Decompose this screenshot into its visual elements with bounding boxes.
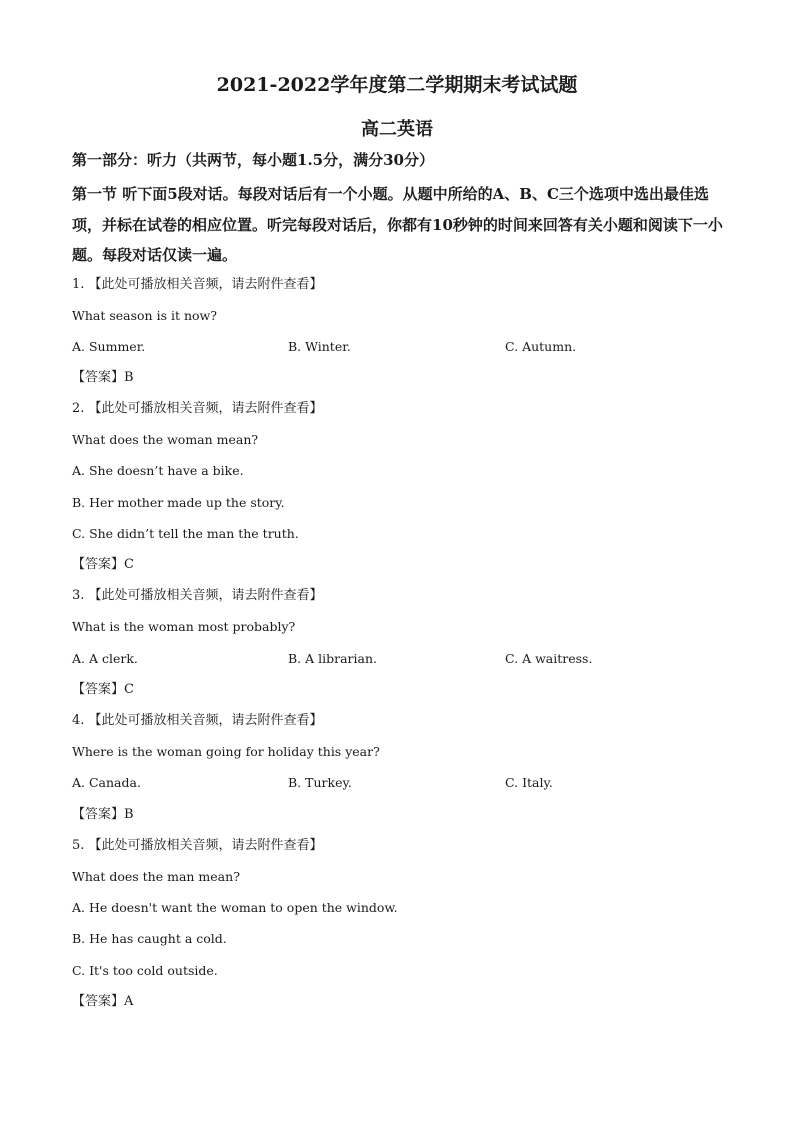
answer-value: C [124,557,134,572]
question-header [72,400,323,418]
option-a: A. Summer. [72,339,146,354]
answer-value: A [124,994,134,1009]
answer-line [72,369,134,387]
question-header [72,276,323,294]
answer-label: 【答案】 [72,682,125,697]
question-text: What does the woman mean? [72,432,259,447]
answer-line [72,806,134,824]
option-a: A. She doesn’t have a bike. [72,463,244,478]
question-header [72,837,323,855]
question-header [72,587,323,605]
answer-line [72,556,134,574]
option-c: C. A waitress. [505,651,593,666]
audio-note: 【此处可播放相关音频，请去附件查看】 [88,277,323,292]
audio-note: 【此处可播放相关音频，请去附件查看】 [88,588,323,603]
answer-value: C [124,682,134,697]
question-number: 1. [72,277,85,292]
option-b: B. Turkey. [288,775,352,790]
answer-value: B [124,807,134,822]
answer-label: 【答案】 [72,994,125,1009]
exam-subtitle: 高二英语 [361,119,433,140]
question-header [72,712,323,730]
question-number: 4. [72,713,85,728]
question-number: 5. [72,838,85,853]
audio-note: 【此处可播放相关音频，请去附件查看】 [88,838,323,853]
option-c: C. Italy. [505,775,553,790]
option-b: B. Her mother made up the story. [72,495,285,510]
option-a: A. He doesn't want the woman to open the window. [72,900,398,915]
answer-value: B [124,370,134,385]
option-c: C. It's too cold outside. [72,963,218,978]
answer-line [72,681,134,699]
question-number: 3. [72,588,85,603]
option-b: B. A librarian. [288,651,378,666]
question-number: 2. [72,401,85,416]
section1-instructions: 第一节 听下面5段对话。每段对话后有一个小题。从题中所给的A、B、C三个选项中选出最佳选项，并标在试卷的相应位置。听完每段对话后，你都有10秒钟的时间来回答有关小题和阅读下一小题。每段对话仅读一遍。 [72,185,723,264]
answer-label: 【答案】 [72,370,125,385]
answer-line [72,993,133,1011]
answer-label: 【答案】 [72,807,125,822]
option-a: A. Canada. [72,775,141,790]
option-b: B. Winter. [288,339,351,354]
option-b: B. He has caught a cold. [72,931,227,946]
option-a: A. A clerk. [72,651,138,666]
question-text: What season is it now? [72,308,217,323]
question-text: Where is the woman going for holiday this year? [72,744,380,759]
question-text: What does the man mean? [72,869,240,884]
audio-note: 【此处可播放相关音频，请去附件查看】 [88,401,323,416]
question-text: What is the woman most probably? [72,619,296,634]
part1-heading: 第一部分：听力（共两节，每小题1.5分，满分30分） [72,151,434,169]
answer-label: 【答案】 [72,557,125,572]
audio-note: 【此处可播放相关音频，请去附件查看】 [88,713,323,728]
option-c: C. She didn’t tell the man the truth. [72,526,299,541]
option-c: C. Autumn. [505,339,577,354]
exam-title: 2021-2022学年度第二学期期末考试试题 [216,74,578,96]
